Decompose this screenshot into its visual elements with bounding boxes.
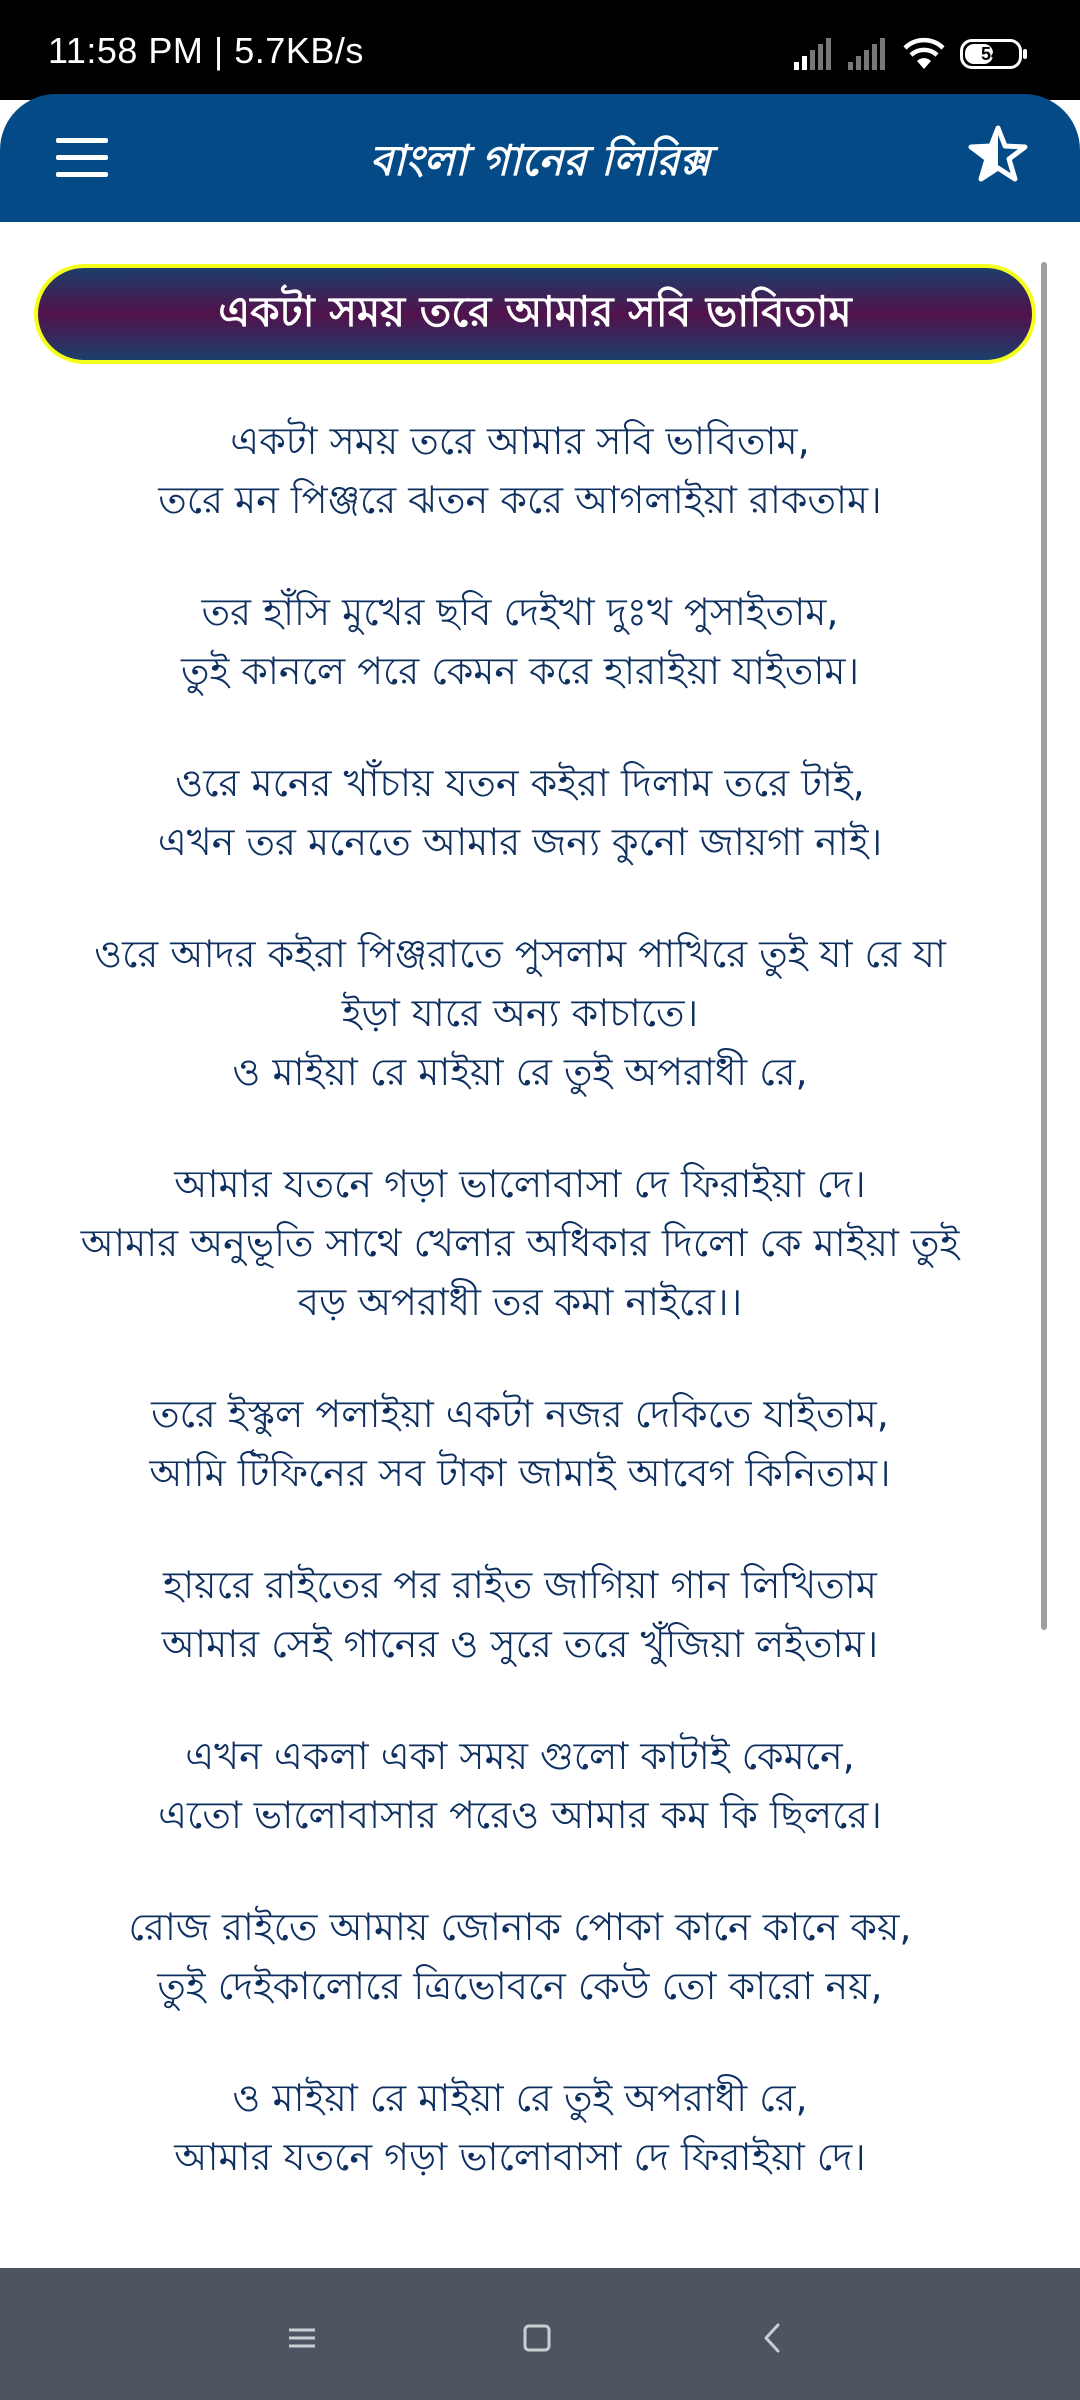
status-bar bbox=[0, 0, 1080, 100]
navigation-bar bbox=[0, 2268, 1080, 2400]
lyrics-line: তর হাঁসি মুখের ছবি দেইখা দুঃখ পুসাইতাম, bbox=[201, 590, 839, 634]
wifi-icon bbox=[902, 37, 946, 71]
lyrics-line: এখন তর মনেতে আমার জন্য কুনো জায়গা নাই। bbox=[157, 820, 883, 864]
lyrics-stanza bbox=[0, 1727, 1040, 1845]
lyrics-line: ওরে মনের খাঁচায় যতন কইরা দিলাম তরে টাই, bbox=[175, 761, 865, 805]
lyrics-stanza bbox=[0, 925, 1040, 1102]
battery-icon bbox=[960, 39, 1022, 69]
lyrics-stanza bbox=[0, 1385, 1040, 1503]
lyrics-line: এখন একলা একা সময় গুলো কাটাই কেমনে, bbox=[185, 1734, 855, 1778]
lyrics-line: আমার যতনে গড়া ভালোবাসা দে ফিরাইয়া দে। bbox=[174, 1162, 866, 1206]
battery-tip bbox=[1023, 49, 1027, 59]
status-icons bbox=[794, 34, 1022, 74]
app-bar bbox=[0, 94, 1080, 222]
star-icon[interactable] bbox=[968, 124, 1028, 184]
scrollbar-thumb[interactable] bbox=[1041, 262, 1047, 1630]
lyrics-stanza bbox=[0, 583, 1040, 701]
menu-lines-icon[interactable] bbox=[272, 2308, 332, 2368]
lyrics-body bbox=[0, 412, 1040, 2240]
lyrics-line: তুই কানলে পরে কেমন করে হারাইয়া যাইতাম। bbox=[180, 649, 860, 693]
lyrics-line: তরে ইস্কুল পলাইয়া একটা নজর দেকিতে যাইতাম, bbox=[151, 1392, 889, 1436]
song-title-banner bbox=[34, 264, 1036, 364]
lyrics-line: তরে মন পিঞ্জরে ঝতন করে আগলাইয়া রাকতাম। bbox=[158, 478, 882, 522]
lyrics-line: তুই দেইকালোরে ত্রিভোবনে কেউ তো কারো নয়, bbox=[157, 1964, 883, 2008]
lyrics-line: হায়রে রাইতের পর রাইত জাগিয়া গান লিখিতাম bbox=[163, 1563, 877, 1607]
back-chevron-icon[interactable] bbox=[743, 2308, 803, 2368]
lyrics-stanza bbox=[0, 754, 1040, 872]
square-home-icon[interactable] bbox=[507, 2308, 567, 2368]
lyrics-line: ওরে আদর কইরা পিঞ্জরাতে পুসলাম পাখিরে তুই যা রে যা bbox=[94, 932, 946, 976]
battery-level: 54 bbox=[980, 43, 1002, 64]
status-time-speed: 11:58 PM | 5.7KB/s bbox=[48, 30, 364, 71]
lyrics-line: আমার সেই গানের ও সুরে তরে খুঁজিয়া লইতাম। bbox=[161, 1622, 879, 1666]
lyrics-stanza bbox=[0, 412, 1040, 530]
lyrics-stanza bbox=[0, 1155, 1040, 1332]
lyrics-line: এতো ভালোবাসার পরেও আমার কম কি ছিলরে। bbox=[158, 1793, 882, 1837]
app-title: বাংলা গানের লিরিক্স bbox=[369, 136, 711, 185]
lyrics-line: আমার যতনে গড়া ভালোবাসা দে ফিরাইয়া দে। bbox=[174, 2135, 866, 2179]
signal-icon-2 bbox=[848, 38, 888, 70]
lyrics-line: রোজ রাইতে আমায় জোনাক পোকা কানে কানে কয়, bbox=[128, 1905, 912, 1949]
lyrics-stanza bbox=[0, 1898, 1040, 2016]
lyrics-line: ও মাইয়া রে মাইয়া রে তুই অপরাধী রে, bbox=[232, 1050, 808, 1094]
lyrics-line: আমার অনুভূতি সাথে খেলার অধিকার দিলো কে মাইয়া তুই bbox=[80, 1221, 960, 1265]
lyrics-content[interactable] bbox=[0, 222, 1040, 2267]
lyrics-line: ও মাইয়া রে মাইয়া রে তুই অপরাধী রে, bbox=[232, 2076, 808, 2120]
lyrics-line: ইড়া যারে অন্য কাচাতে। bbox=[341, 991, 699, 1035]
lyrics-line: আমি টিফিনের সব টাকা জামাই আবেগ কিনিতাম। bbox=[149, 1451, 891, 1495]
signal-icon bbox=[794, 38, 834, 70]
lyrics-line: বড় অপরাধী তর কমা নাইরে।। bbox=[297, 1280, 743, 1324]
lyrics-stanza bbox=[0, 1556, 1040, 1674]
lyrics-stanza bbox=[0, 2069, 1040, 2187]
song-title: একটা সময় তরে আমার সবি ভাবিতাম bbox=[218, 286, 852, 336]
lyrics-line: একটা সময় তরে আমার সবি ভাবিতাম, bbox=[230, 419, 810, 463]
